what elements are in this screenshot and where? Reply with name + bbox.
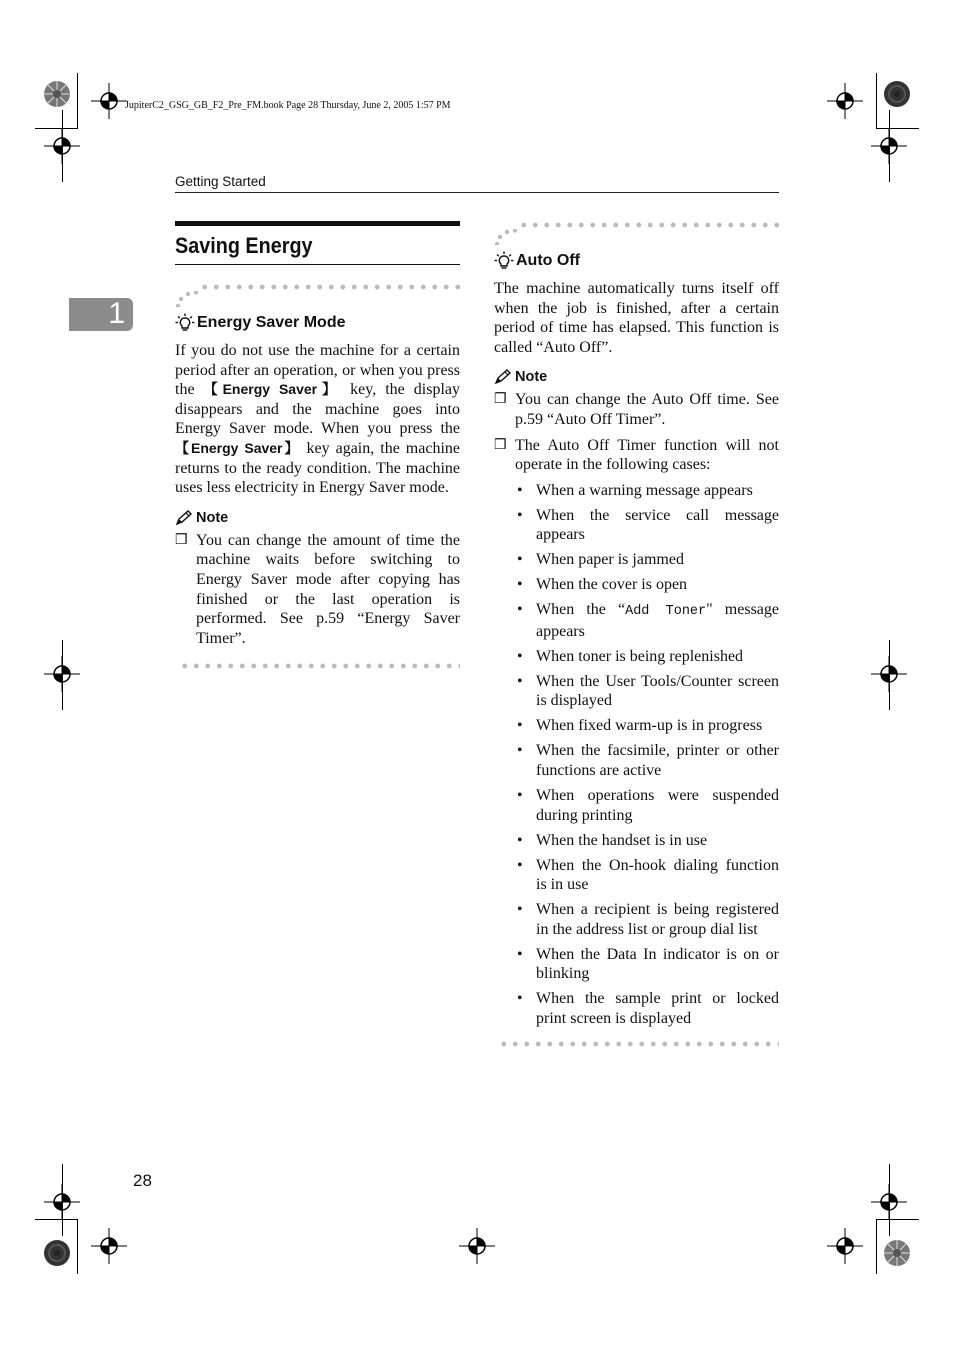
registration-target-icon [44, 1184, 80, 1220]
note-heading [494, 369, 779, 385]
note-text: You can change the amount of time the machine waits before switching to Energy Saver mode after copying has finished or the last operation is performed. See p.59 “Energy Saver Timer”. [196, 531, 460, 647]
energy-saver-key: 【Energy Saver】 [175, 439, 301, 456]
lightbulb-icon [175, 313, 195, 333]
registration-target-icon [91, 1228, 127, 1264]
registration-target-icon [871, 128, 907, 164]
list-item: • When a recipient is being registered in the address list or group dial list [515, 900, 779, 939]
note-heading [175, 510, 460, 526]
add-toner-message: Add Toner [625, 604, 707, 620]
list-item: • When the User Tools/Counter screen is displayed [515, 672, 779, 711]
list-item: • When operations were suspended during printing [515, 786, 779, 825]
registration-target-icon [871, 1184, 907, 1220]
registration-target-icon [44, 656, 80, 692]
registration-target-icon [827, 83, 863, 119]
note-text: You can change the Auto Off time. See p.59 “Auto Off Timer”. [515, 391, 779, 428]
checkbox-glyph: ❒ [494, 392, 507, 408]
crop-mark [77, 1219, 78, 1274]
note-title: Note [196, 509, 229, 526]
registration-target-icon [827, 1228, 863, 1264]
registration-target-icon [44, 128, 80, 164]
list-item: • When the handset is in use [515, 831, 779, 851]
section-bar [175, 221, 460, 226]
note-item [494, 436, 779, 475]
list-item: • When a warning message appears [515, 481, 779, 501]
tip-title: Auto Off [516, 252, 580, 269]
crop-mark [876, 73, 877, 128]
note-item [175, 531, 460, 649]
auto-off-exceptions-list [515, 481, 779, 1029]
checkbox-glyph: ❒ [494, 437, 507, 453]
header-rule [175, 192, 779, 193]
list-item: • When the sample print or locked print screen is displayed [515, 989, 779, 1028]
auto-off-paragraph: The machine automatically turns itself off when the job is finished, after a certain period of time has elapsed. This function is called “Auto Off”. [494, 280, 779, 356]
section-title: Saving Energy [175, 233, 313, 258]
tip-heading [175, 313, 460, 333]
energy-saver-paragraph: If you do not use the machine for a certain period after an operation, or when you press the 【Energy Saver】 key, the display disappears and the machine goes into Energy Saver mode. When you press the 【Energy Saver】 key again, the machine returns to the ready condition. The machine uses less electricity in Energy Saver mode. [175, 342, 460, 497]
chapter-tab [69, 298, 133, 331]
registration-target-icon [459, 1228, 495, 1264]
tip-dotted-border-top [175, 283, 460, 307]
registration-target-icon [91, 83, 127, 119]
note-item [494, 390, 779, 429]
list-item: • When paper is jammed [515, 550, 779, 570]
crop-mark [876, 1219, 877, 1274]
left-column [175, 221, 460, 672]
color-wheel-icon [43, 1239, 71, 1267]
note-text: The Auto Off Timer function will not operate in the following cases: [515, 436, 779, 474]
tip-dotted-border-bottom [494, 1040, 779, 1050]
tip-dotted-border-bottom [175, 662, 460, 672]
tip-dotted-border-top [494, 221, 779, 245]
lightbulb-icon [494, 251, 514, 271]
list-item: • When the On-hook dialing function is in use [515, 856, 779, 895]
energy-saver-key: 【Energy Saver】 [203, 381, 342, 398]
note-title: Note [515, 369, 548, 386]
dotted-arc [494, 229, 518, 245]
page-number: 28 [133, 1171, 152, 1190]
section-rule [175, 264, 460, 265]
tip-heading [494, 251, 779, 271]
registration-target-icon [871, 656, 907, 692]
list-item: • When the facsimile, printer or other functions are active [515, 741, 779, 780]
checkbox-glyph: ❒ [175, 532, 188, 548]
color-wheel-icon [883, 80, 911, 108]
color-wheel-icon [43, 80, 71, 108]
list-item: • When fixed warm-up is in progress [515, 716, 779, 736]
pencil-icon [494, 369, 512, 385]
list-item: • When toner is being replenished [515, 647, 779, 667]
color-wheel-icon [883, 1239, 911, 1267]
print-info-line: JupiterC2_GSG_GB_F2_Pre_FM.book Page 28 Thursday, June 2, 2005 1:57 PM [125, 100, 451, 111]
list-item: • When the Data In indicator is on or blinking [515, 945, 779, 984]
dotted-arc [175, 291, 199, 307]
right-column [494, 221, 779, 1050]
list-item: • When the cover is open [515, 575, 779, 595]
list-item: • When the service call message appears [515, 506, 779, 545]
tip-title: Energy Saver Mode [197, 314, 346, 331]
crop-mark [77, 73, 78, 128]
pencil-icon [175, 510, 193, 526]
chapter-tab-number: 1 [108, 297, 125, 330]
list-item: • When the “Add Toner" message appears [515, 600, 779, 641]
running-head: Getting Started [175, 174, 266, 189]
